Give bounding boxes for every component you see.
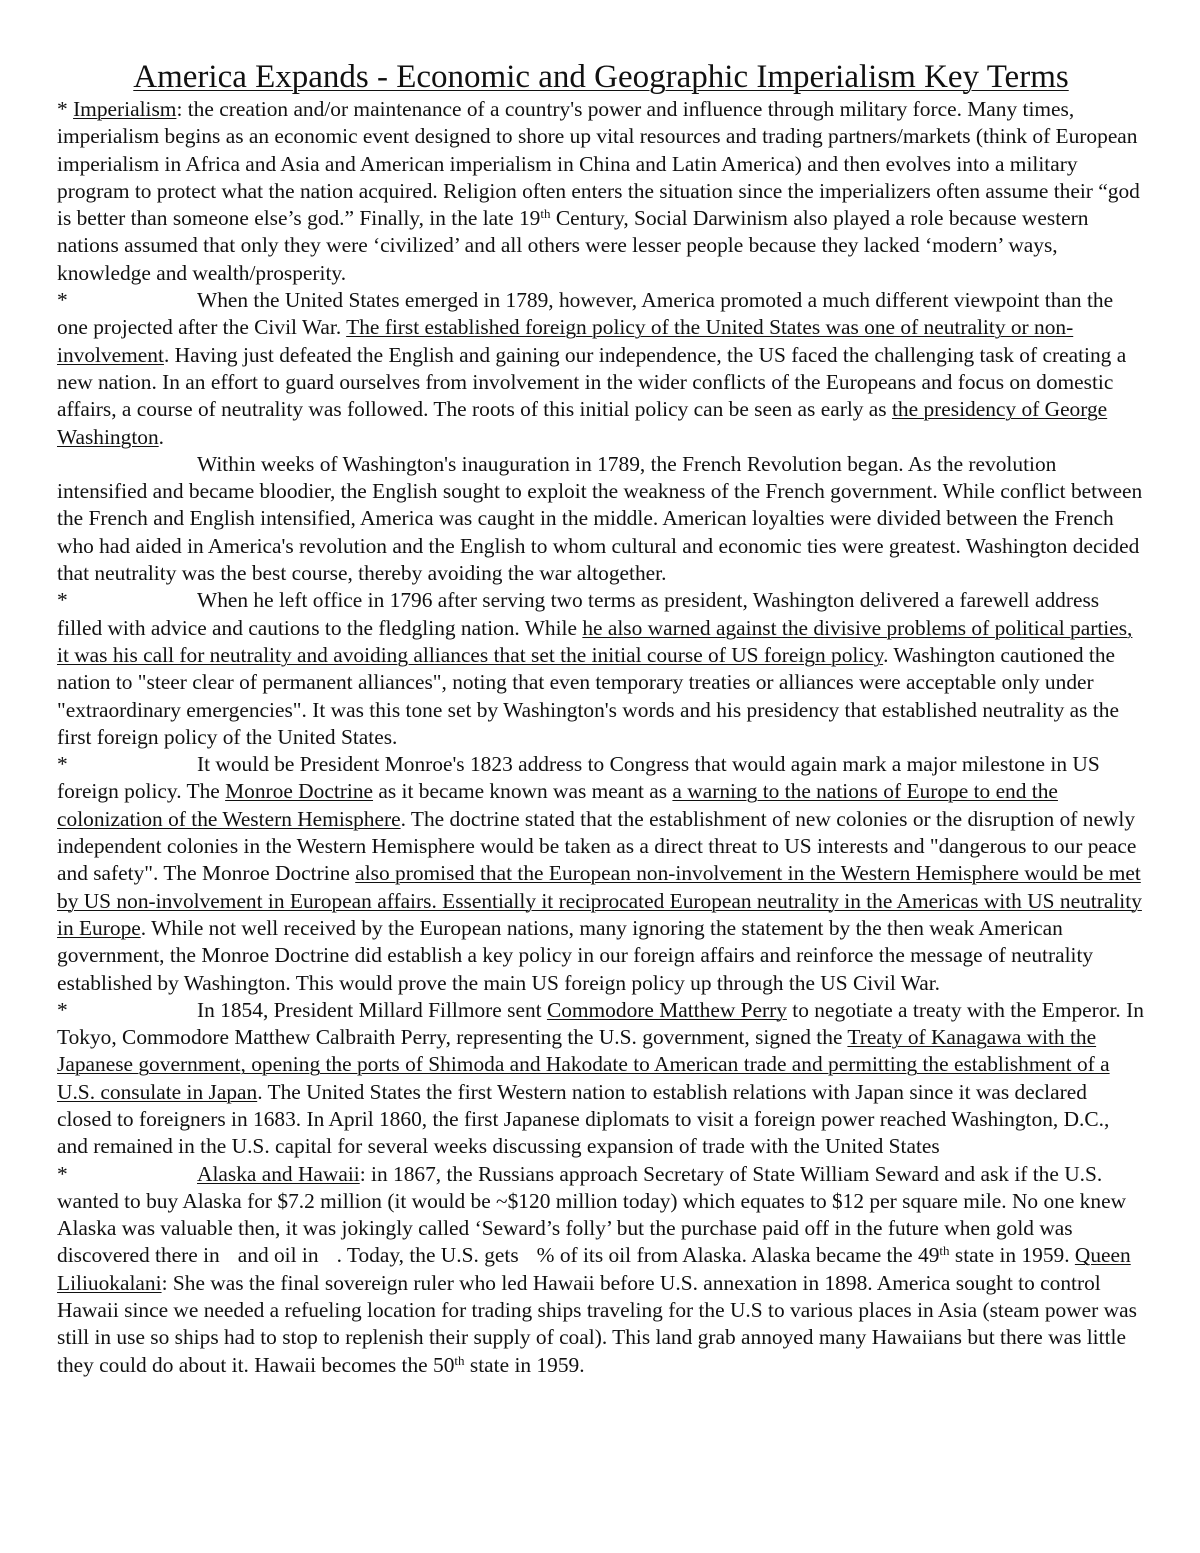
paragraph-text: . While not well received by the European nations, many ignoring the statement by the then weak American government, the Monroe Doctrine did establish a key policy in our foreign affairs and reinforce the message of neutrality established by Washington. This would prove the main US foreign policy up through the US Civil War. [57, 915, 1094, 995]
bullet-marker: * [57, 997, 68, 1022]
paragraph-text: . [158, 424, 165, 449]
paragraph-text: : the creation and/or maintenance of a country's power and influence through military force. Many times, imperialism begins as an economic event designed to shore up vital resources and trading partners/markets (think of European imperialism in Africa and Asia and American imperialism in China and Latin America) and then evolves into a military program to protect what the nation acquired. Religion often enters the situation since the imperializers often assume their “god is better than someone else’s god.” Finally, in the late 19 [57, 97, 1140, 231]
paragraph-alaska-hawaii [57, 1161, 1145, 1379]
paragraph-text: . The doctrine stated that the establishment of new colonies or the disruption of newly independent colonies in the Western Hemisphere would be taken as a direct threat to US interests and "dangerous to our peace and safety". The Monroe Doctrine [57, 806, 1137, 886]
bullet-marker: * [57, 97, 68, 121]
underlined-text: he also warned against the divisive problems of political parties, it was his call for neutrality and avoiding alliances that set the initial course of US foreign policy [57, 615, 1133, 667]
paragraph-text: It would be President Monroe's 1823 address to Congress that would again mark a major milestone in US foreign policy. The [57, 752, 1100, 804]
paragraph-text: When he left office in 1796 after serving two terms as president, Washington delivered a farewell address filled with advice and cautions to the fledgling nation. While [57, 588, 1100, 640]
underlined-text: Commodore Matthew Perry [546, 997, 787, 1022]
underlined-text: Queen Liliuokalani [57, 1243, 1131, 1295]
page-title: America Expands - Economic and Geographic Imperialism Key Terms [133, 59, 1069, 95]
paragraph-french-revolution [57, 451, 1145, 587]
paragraph-text: . Today, the U.S. gets [336, 1243, 519, 1268]
underlined-text: Monroe Doctrine [225, 779, 374, 804]
bullet-marker: * [57, 1161, 68, 1186]
term-imperialism: Imperialism [73, 97, 177, 121]
paragraph-text: : in 1867, the Russians approach Secretary of State William Seward and ask if the U.S. wanted to buy Alaska for $7.2 million (it would be ~$120 million today) which equates to $12 per square mile. No one knew Alaska was valuable then, it was jokingly called ‘Seward’s folly’ but the purchase paid off in the future when gold was discovered there in [57, 1161, 1127, 1268]
superscript: th [939, 1243, 950, 1259]
underlined-text: The first established foreign policy of the United States was one of neutrality or non-involvement [57, 315, 1074, 367]
paragraph-text: to negotiate a treaty with the Emperor. In Tokyo, Commodore Matthew Calbraith Perry, representing the U.S. government, signed the [57, 997, 1144, 1050]
paragraph-text: . The United States the first Western nation to establish relations with Japan since it was declared closed to foreigners in 1683. In April 1860, the first Japanese diplomats to visit a foreign power reached Washington, D.C., and remained in the U.S. capital for several weeks discussing expansion of trade with the United States [57, 1079, 1110, 1159]
paragraph-perry [57, 997, 1145, 1161]
paragraph-text: . Washington cautioned the nation to "steer clear of permanent alliances", noting that even temporary treaties or alliances were acceptable only under "extraordinary emergencies". It was this tone set by Washington's words and his presidency that established neutrality as the first foreign policy of the United States. [57, 642, 1119, 749]
paragraph-text: . Having just defeated the English and gaining our independence, the US faced the challenging task of creating a new nation. In an effort to guard ourselves from involvement in the wider conflicts of the Europeans and focus on domestic affairs, a course of neutrality was followed. The roots of this initial policy can be seen as early as [57, 342, 1127, 422]
paragraph-text: : She was the final sovereign ruler who led Hawaii before U.S. annexation in 1898. America sought to control Hawaii since we needed a refueling location for trading ships traveling for the U.S to various places in Asia (steam power was still in use so ships had to stop to replenish their supply of coal). This land grab annoyed many Hawaiians but there was little they could do about it. Hawaii becomes the 50 [57, 1270, 1137, 1377]
underlined-text: a warning to the nations of Europe to end the colonization of the Western Hemisphere [57, 779, 1058, 831]
bullet-marker: * [57, 588, 68, 613]
paragraph-monroe-doctrine [57, 751, 1145, 997]
paragraph-neutrality [57, 287, 1145, 451]
paragraph-farewell-address [57, 587, 1145, 751]
underlined-text: also promised that the European non-involvement in the Western Hemisphere would be met by US non-involvement in European affairs. Essentially it reciprocated European neutrality in the Americas with US neutrality in Europe [57, 861, 1142, 940]
superscript: th [540, 206, 551, 222]
document-body [57, 96, 1145, 1379]
underlined-text: Treaty of Kanagawa with the Japanese government, opening the ports of Shimoda and Hakodate to American trade and permitting the establishment of a U.S. consulate in Japan [57, 1025, 1110, 1104]
paragraph-imperialism [57, 96, 1145, 287]
paragraph-text: Century, Social Darwinism also played a role because western nations assumed that only they were ‘civilized’ and all others were lesser people because they lacked ‘modern’ ways, knowledge and wealth/prosperity. [57, 206, 1089, 285]
paragraph-text: and oil in [237, 1243, 319, 1268]
paragraph-text: In 1854, President Millard Fillmore sent [197, 997, 547, 1022]
paragraph-text: state in 1959. [464, 1352, 585, 1377]
paragraph-text: Within weeks of Washington's inauguration in 1789, the French Revolution began. As the revolution intensified and became bloodier, the English sought to exploit the weakness of the French government. While conflict between the French and English intensified, America was caught in the middle. American loyalties were divided between the French who had aided in America's revolution and the English to whom cultural and economic ties were greatest. Washington decided that neutrality was the best course, thereby avoiding the war altogether. [57, 451, 1143, 586]
paragraph-text: When the United States emerged in 1789, however, America promoted a much different viewpoint than the one projected after the Civil War. [57, 288, 1114, 340]
paragraph-text: % of its oil from Alaska. Alaska became the 49 [536, 1243, 940, 1268]
paragraph-text: state in 1959. [949, 1243, 1075, 1268]
underlined-text: Alaska and Hawaii [197, 1161, 360, 1186]
paragraph-text: as it became known was meant as [373, 779, 673, 804]
underlined-text: the presidency of George Washington [57, 397, 1108, 449]
bullet-marker: * [57, 752, 68, 777]
superscript: th [454, 1352, 465, 1368]
bullet-marker: * [57, 288, 68, 313]
